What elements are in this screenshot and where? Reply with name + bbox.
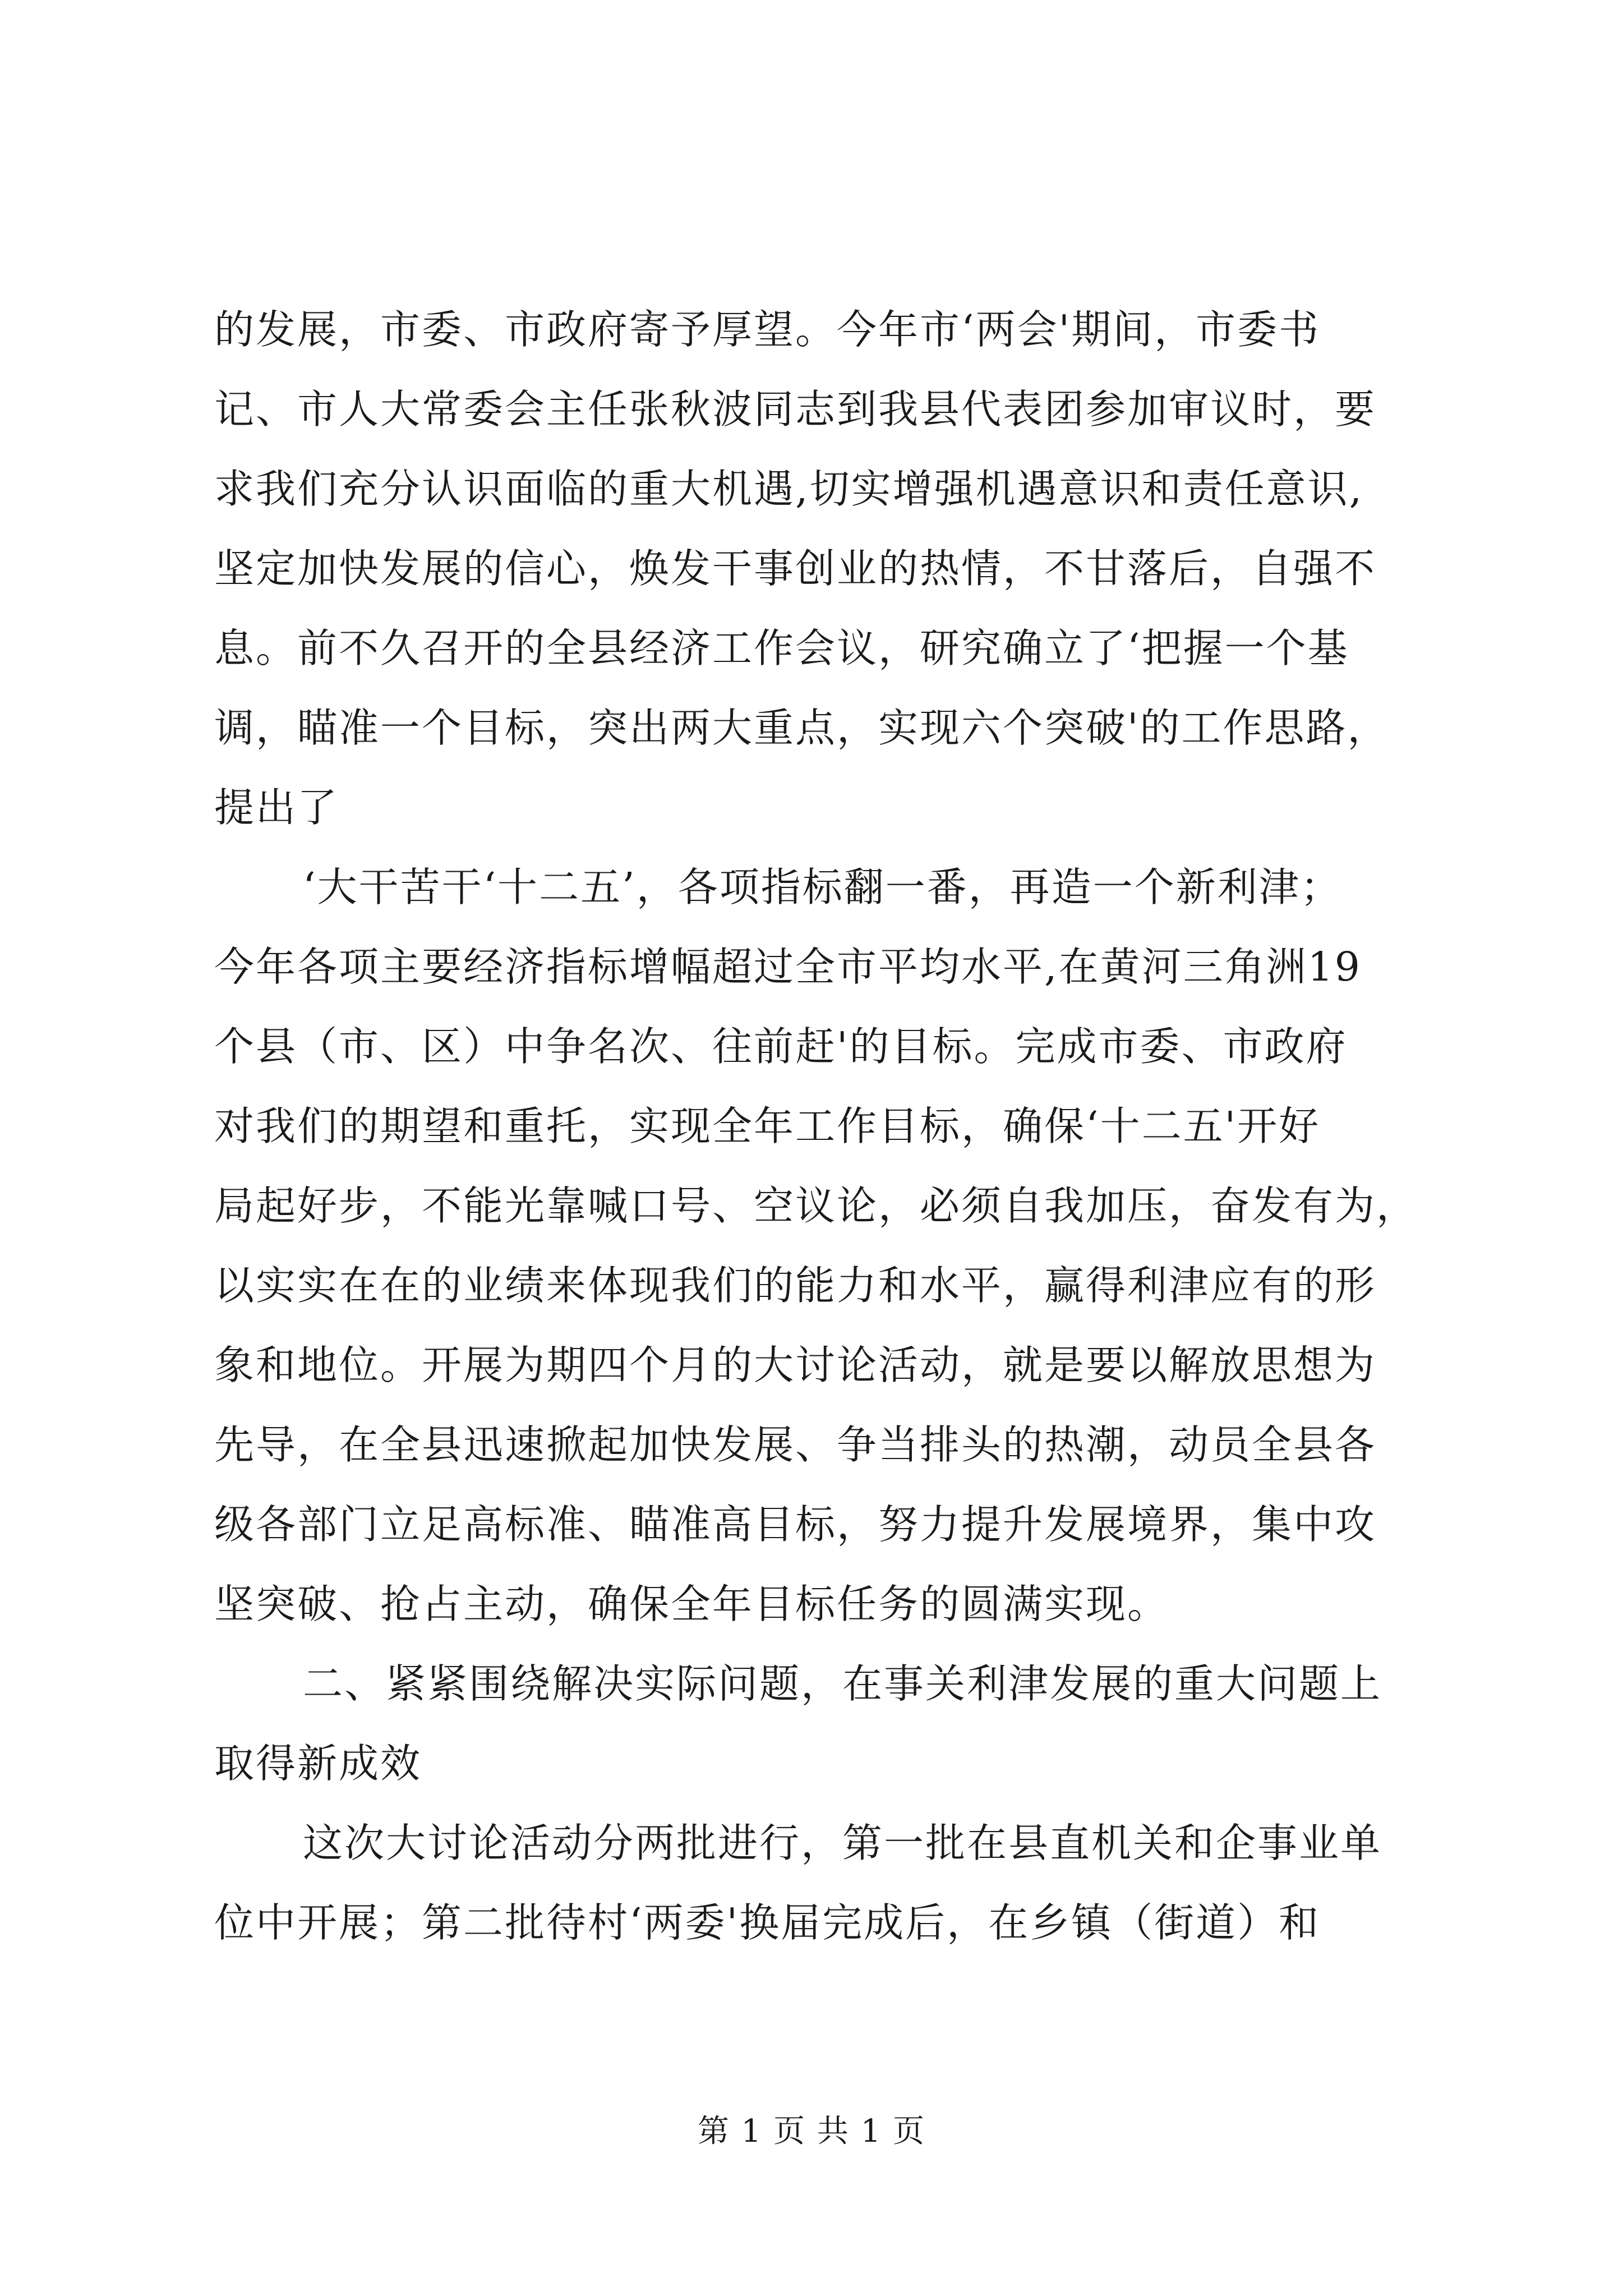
text-line: 对我们的期望和重托，实现全年工作目标，确保‘十二五'开好 bbox=[214, 1103, 1321, 1149]
text-line: 今年各项主要经济指标增幅超过全市平均水平,在黄河三角洲19 bbox=[214, 944, 1362, 990]
text-line: 坚突破、抢占主动，确保全年目标任务的圆满实现。 bbox=[214, 1581, 1169, 1627]
text-line: 以实实在在的业绩来体现我们的能力和水平，赢得利津应有的形 bbox=[214, 1262, 1377, 1309]
section-heading: 取得新成效 bbox=[214, 1740, 422, 1787]
text-line: 象和地位。开展为期四个月的大讨论活动，就是要以解放思想为 bbox=[214, 1342, 1377, 1388]
page-number-footer: 第 1 页 共 1 页 bbox=[697, 2113, 926, 2150]
text-line: 的发展，市委、市政府寄予厚望。今年市‘两会'期间，市委书 bbox=[214, 306, 1321, 353]
text-line: 息。前不久召开的全县经济工作会议，研究确立了‘把握一个基 bbox=[214, 625, 1349, 671]
text-line: 记、市人大常委会主任张秋波同志到我县代表团参加审议时，要 bbox=[214, 386, 1377, 432]
text-line: 位中开展；第二批待村‘两委'换届完成后，在乡镇（街道）和 bbox=[214, 1899, 1321, 1946]
section-heading: 二、紧紧围绕解决实际问题，在事关利津发展的重大问题上 bbox=[303, 1660, 1382, 1707]
text-line: 求我们充分认识面临的重大机遇,切实增强机遇意识和责任意识, bbox=[214, 466, 1364, 512]
text-line: ‘大干苦干‘十二五’，各项指标翻一番，再造一个新利津； bbox=[303, 864, 1342, 910]
text-line: 坚定加快发展的信心，焕发干事创业的热情，不甘落后，自强不 bbox=[214, 545, 1377, 592]
text-line: 级各部门立足高标准、瞄准高目标，努力提升发展境界，集中攻 bbox=[214, 1501, 1377, 1548]
text-line: 个县（市、区）中争名次、往前赶'的目标。完成市委、市政府 bbox=[214, 1023, 1348, 1070]
text-line: 先导，在全县迅速掀起加快发展、争当排头的热潮，动员全县各 bbox=[214, 1421, 1377, 1468]
text-line: 局起好步，不能光靠喊口号、空议论，必须自我加压，奋发有为， bbox=[214, 1182, 1418, 1229]
text-line: 这次大讨论活动分两批进行，第一批在县直机关和企事业单 bbox=[303, 1820, 1382, 1866]
text-line: 调，瞄准一个目标，突出两大重点，实现六个突破'的工作思路， bbox=[214, 705, 1389, 751]
text-line: 提出了 bbox=[214, 784, 339, 831]
